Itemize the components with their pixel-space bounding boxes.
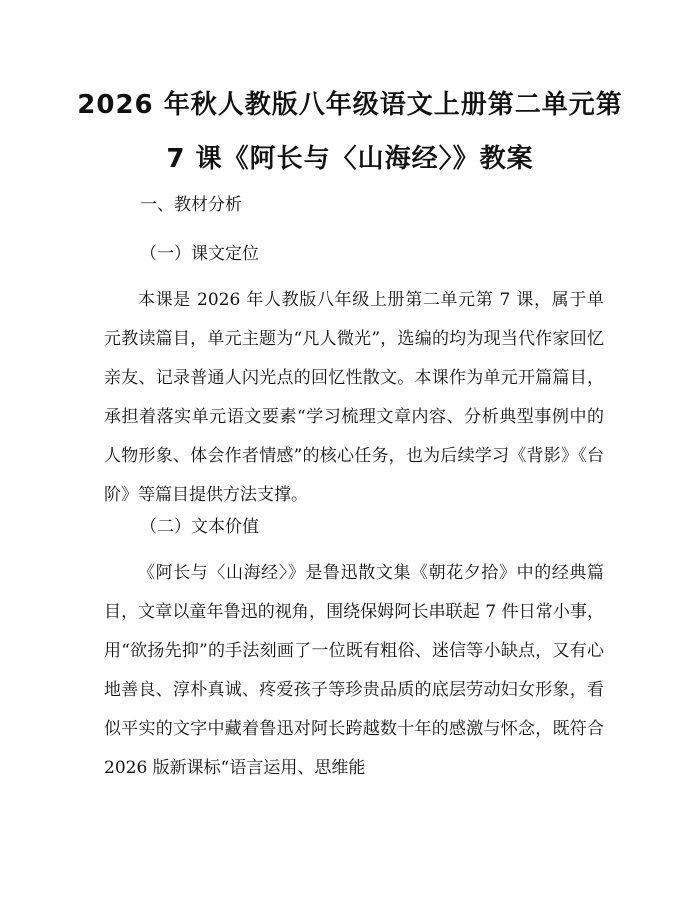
subsection-heading-text-positioning: （一）课文定位 xyxy=(140,244,259,264)
paragraph-text-positioning: 本课是 2026 年人教版八年级上册第二单元第 7 课，属于单元教读篇目，单元主题为“凡人微光”，选编的均为现当代作家回忆亲友、记录普通人闪光点的回忆性散文。本课作为单元开篇篇目，承担着落实单元语文要素“学习梳理文章内容、分析典型事例中的人物形象、体会作者情感”的核心任务，也为后续学习《背影》《台阶》等篇目提供方法支撑。 xyxy=(104,290,604,505)
document-title-line-1: 2026 年秋人教版八年级语文上册第二单元第 xyxy=(77,90,623,120)
subsection-heading-text-value: （二）文本价值 xyxy=(140,517,259,537)
paragraph-text-value: 《阿长与〈山海经〉》是鲁迅散文集《朝花夕拾》中的经典篇目，文章以童年鲁迅的视角，围绕保姆阿长串联起 7 件日常小事，用“欲扬先抑”的手法刻画了一位既有粗俗、迷信等小缺点，又有心地善良、淳朴真诚、疼爱孩子等珍贵品质的底层劳动妇女形象，看似平实的文字中藏着鲁迅对阿长跨越数十年的感激与怀念，既符合 2026 版新课标“语言运用、思维能 xyxy=(104,563,604,778)
section-heading-teaching-material-analysis: 一、教材分析 xyxy=(140,195,242,215)
document-title-line-2: 7 课《阿长与〈山海经〉》教案 xyxy=(166,144,534,174)
